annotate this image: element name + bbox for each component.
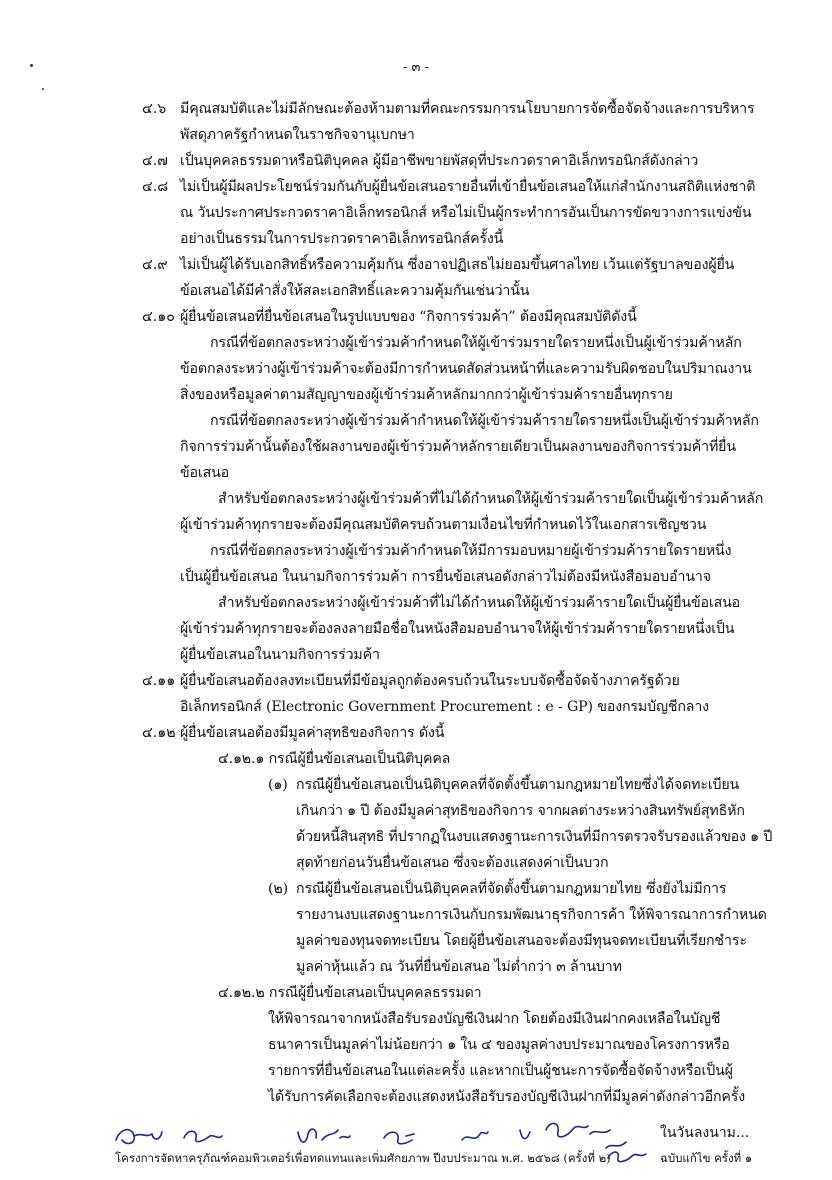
subsection-heading: ๔.๑๒.๑ กรณีผู้ยื่นข้อเสนอเป็นนิติบุคคล [218, 751, 451, 767]
case-text: ด้วยหนี้สินสุทธิ ที่ปรากฏในงบแสดงฐานะการเงินที่มีการตรวจรับรองแล้วของ ๑ ปี [296, 829, 773, 845]
case-text: มูลค่าของทุนจดทะเบียน โดยผู้ยื่นข้อเสนอจะต้องมีทุนจดทะเบียนที่เรียกชำระ [296, 933, 747, 949]
item-text: อย่างเป็นธรรมในการประกวดราคาอิเล็กทรอนิกส์ครั้งนี้ [180, 231, 504, 247]
item-number: ๔.๖ [142, 101, 167, 117]
item-text: ผู้ยื่นข้อเสนอต้องลงทะเบียนที่มีข้อมูลถูกต้องครบถ้วนในระบบจัดซื้อจัดจ้างภาครัฐด้วย [180, 673, 680, 689]
item-text: อิเล็กทรอนิกส์ (Electronic Government Procurement : e - GP) ของกรมบัญชีกลาง [180, 699, 709, 715]
item-text: ไม่เป็นผู้ได้รับเอกสิทธิ์หรือความคุ้มกัน ซึ่งอาจปฏิเสธไม่ยอมขึ้นศาลไทย เว้นแต่รัฐบาลของผู้ยื่น [180, 257, 735, 273]
item-text: ไม่เป็นผู้มีผลประโยชน์ร่วมกันกับผู้ยื่นข้อเสนอรายอื่นที่เข้ายื่นข้อเสนอให้แก่สำนักงานสถิติแห่งชาติ [180, 179, 756, 195]
case-text: กรณีผู้ยื่นข้อเสนอเป็นนิติบุคคลที่จัดตั้งขึ้นตามกฎหมายไทย ซึ่งยังไม่มีการ [296, 881, 727, 897]
page-number: - ๓ - [403, 60, 429, 75]
item-number: ๔.๑๒ [142, 725, 176, 741]
footer-project-title: โครงการจัดหาครุภัณฑ์คอมพิวเตอร์เพื่อทดแทนและเพิ่มศักยภาพ ปีงบประมาณ พ.ศ. ๒๕๖๘ (ครั้งที่ ๒) [115, 1151, 611, 1165]
jv-paragraph-line: ข้อเสนอ [180, 465, 230, 481]
item-number: ๔.๘ [142, 179, 169, 195]
jv-paragraph-line: เป็นผู้ยื่นข้อเสนอ ในนามกิจการร่วมค้า การยื่นข้อเสนอดังกล่าวไม่ต้องมีหนังสือมอบอำนาจ [180, 569, 711, 585]
jv-paragraph-line: กิจการร่วมค้านั้นต้องใช้ผลงานของผู้เข้าร่วมค้าหลักรายเดียวเป็นผลงานของกิจการร่วมค้าที่ยื่น [180, 439, 736, 455]
jv-paragraph-line: กรณีที่ข้อตกลงระหว่างผู้เข้าร่วมค้ากำหนดให้ผู้เข้าร่วมรายใดรายหนึ่งเป็นผู้เข้าร่วมค้าหลัก [210, 335, 742, 351]
item-number: ๔.๑๑ [142, 673, 176, 689]
footer-revision: ฉบับแก้ไข ครั้งที่ ๑ [660, 1151, 753, 1165]
jv-paragraph-line: ผู้เข้าร่วมค้าทุกรายจะต้องลงลายมือชื่อในหนังสือมอบอำนาจให้ผู้เข้าร่วมค้ารายใดรายหนึ่งเป็น [180, 621, 735, 637]
scan-speck [42, 88, 44, 90]
jv-paragraph-line: กรณีที่ข้อตกลงระหว่างผู้เข้าร่วมค้ากำหนดให้ผู้เข้าร่วมค้ารายใดรายหนึ่งเป็นผู้เข้าร่วมค้าหลัก [210, 413, 759, 429]
committee-signatures [112, 1118, 532, 1154]
item-number: ๔.๑๐ [142, 309, 175, 325]
subsection-heading: ๔.๑๒.๒ กรณีผู้ยื่นข้อเสนอเป็นบุคคลธรรมดา [218, 985, 482, 1001]
person-text: ธนาคารเป็นมูลค่าไม่น้อยกว่า ๑ ใน ๔ ของมูลค่างบประมาณของโครงการหรือ [268, 1037, 730, 1053]
item-text: ณ วันประกาศประกวดราคาอิเล็กทรอนิกส์ หรือไม่เป็นผู้กระทำการอันเป็นการขัดขวางการแข่งขัน [180, 205, 752, 221]
footer-signature [604, 1144, 652, 1166]
case-number: (๒) [268, 881, 288, 897]
jv-paragraph-line: ข้อตกลงระหว่างผู้เข้าร่วมค้าจะต้องมีการกำหนดสัดส่วนหน้าที่และความรับผิดชอบในปริมาณงาน [180, 361, 752, 377]
case-text: มูลค่าหุ้นแล้ว ณ วันที่ยื่นข้อเสนอ ไม่ต่ำกว่า ๓ ล้านบาท [296, 959, 622, 975]
case-number: (๑) [268, 777, 288, 793]
jv-paragraph-line: ผู้เข้าร่วมค้าทุกรายจะต้องมีคุณสมบัติครบถ้วนตามเงื่อนไขที่กำหนดไว้ในเอกสารเชิญชวน [180, 517, 707, 533]
item-text: ผู้ยื่นข้อเสนอต้องมีมูลค่าสุทธิของกิจการ ดังนี้ [180, 725, 445, 741]
item-number: ๔.๗ [142, 153, 168, 169]
jv-paragraph-line: สิ่งของหรือมูลค่าตามสัญญาของผู้เข้าร่วมค้าหลักมากกว่าผู้เข้าร่วมค้ารายอื่นทุกราย [180, 387, 673, 403]
person-text: รายการที่ยื่นข้อเสนอในแต่ละครั้ง และหากเป็นผู้ชนะการจัดซื้อจัดจ้างหรือเป็นผู้ [268, 1063, 733, 1079]
jv-paragraph-line: สำหรับข้อตกลงระหว่างผู้เข้าร่วมค้าที่ไม่ได้กำหนดให้ผู้เข้าร่วมค้ารายใดเป็นผู้เข้าร่วมค้าหลัก [218, 491, 764, 507]
jv-paragraph-line: ผู้ยื่นข้อเสนอในนามกิจการร่วมค้า [180, 647, 380, 663]
jv-paragraph-line: กรณีที่ข้อตกลงระหว่างผู้เข้าร่วมค้ากำหนดให้มีการมอบหมายผู้เข้าร่วมค้ารายใดรายหนึ่ง [210, 543, 732, 559]
case-text: รายงานงบแสดงฐานะการเงินกับกรมพัฒนาธุรกิจการค้า ให้พิจารณาการกำหนด [296, 907, 767, 923]
person-text: ได้รับการคัดเลือกจะต้องแสดงหนังสือรับรองบัญชีเงินฝากที่มีมูลค่าดังกล่าวอีกครั้ง [268, 1089, 745, 1105]
case-text: เกินกว่า ๑ ปี ต้องมีมูลค่าสุทธิของกิจการ จากผลต่างระหว่างสินทรัพย์สุทธิหัก [296, 803, 745, 819]
sign-date-label: ในวันลงนาม... [660, 1125, 750, 1141]
case-text: กรณีผู้ยื่นข้อเสนอเป็นนิติบุคคลที่จัดตั้งขึ้นตามกฎหมายไทยซึ่งได้จดทะเบียน [296, 777, 740, 793]
item-text: เป็นบุคคลธรรมดาหรือนิติบุคคล ผู้มีอาชีพขายพัสดุที่ประกวดราคาอิเล็กทรอนิกส์ดังกล่าว [180, 153, 699, 169]
item-text: ผู้ยื่นข้อเสนอที่ยื่นข้อเสนอในรูปแบบของ “กิจการร่วมค้า” ต้องมีคุณสมบัติดังนี้ [180, 309, 637, 325]
jv-paragraph-line: สำหรับข้อตกลงระหว่างผู้เข้าร่วมค้าที่ไม่ได้กำหนดให้ผู้เข้าร่วมค้ารายใดเป็นผู้ยื่นข้อเสนอ [218, 595, 741, 611]
person-text: ให้พิจารณาจากหนังสือรับรองบัญชีเงินฝาก โดยต้องมีเงินฝากคงเหลือในบัญชี [268, 1011, 721, 1027]
item-text: ข้อเสนอได้มีคำสั่งให้สละเอกสิทธิ์และความคุ้มกันเช่นว่านั้น [180, 283, 530, 299]
item-number: ๔.๙ [142, 257, 168, 273]
case-text: สุดท้ายก่อนวันยื่นข้อเสนอ ซึ่งจะต้องแสดงค่าเป็นบวก [296, 855, 609, 871]
item-text: มีคุณสมบัติและไม่มีลักษณะต้องห้ามตามที่คณะกรรมการนโยบายการจัดซื้อจัดจ้างและการบริหาร [180, 101, 755, 117]
item-text: พัสดุภาครัฐกำหนดในราชกิจจานุเบกษา [180, 127, 415, 143]
